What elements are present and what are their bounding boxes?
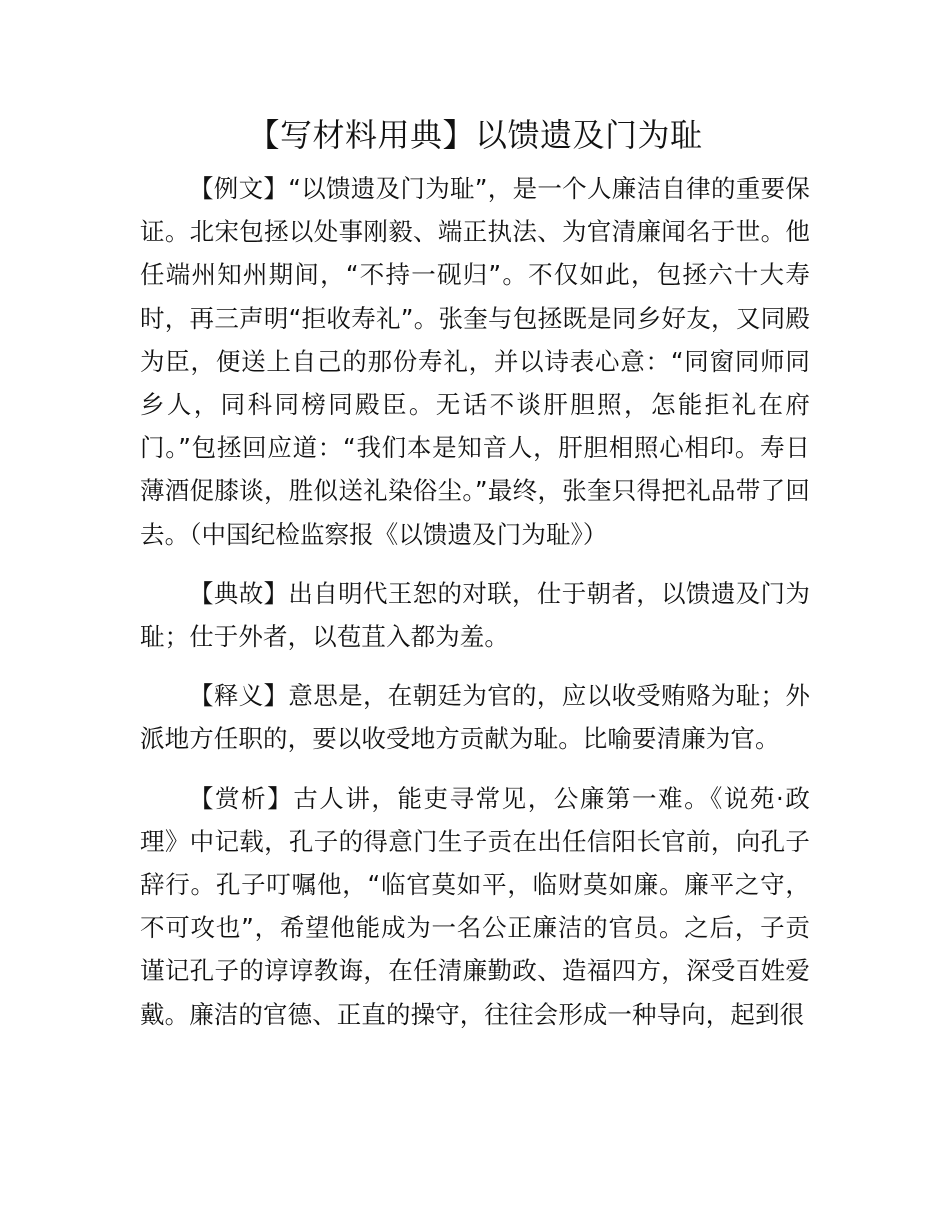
- paragraph-tag: 【释义】: [189, 681, 289, 711]
- paragraph-tag: 【例文】: [189, 174, 289, 203]
- paragraph-allusion: [140, 572, 810, 658]
- paragraph-tag: 【典故】: [189, 578, 289, 608]
- paragraph-example: [140, 167, 810, 556]
- paragraph-meaning: [140, 674, 810, 760]
- paragraph-text: 意思是，在朝廷为官的，应以收受贿赂为耻；外派地方任职的，要以收受地方贡献为耻。比喻要清廉为官。: [140, 681, 810, 754]
- paragraph-text: 古人讲，能吏寻常见，公廉第一难。《说苑·政理》中记载，孔子的得意门生子贡在出任信阳长官前，向孔子辞行。孔子叮嘱他，“临官莫如平，临财莫如廉。廉平之守，不可攻也”，希望他能成为一名公正廉洁的官员。之后，子贡谨记孔子的谆谆教诲，在任清廉勤政、造福四方，深受百姓爱戴。廉洁的官德、正直的操守，往往会形成一种导向，起到很: [140, 783, 810, 1029]
- paragraph-text: 出自明代王恕的对联，仕于朝者，以馈遗及门为耻；仕于外者，以苞苴入都为羞。: [140, 578, 810, 652]
- paragraph-text: “以馈遗及门为耻”，是一个人廉洁自律的重要保证。北宋包拯以处事刚毅、端正执法、为官清廉闻名于世。他任端州知州期间，“不持一砚归”。不仅如此，包拯六十大寿时，再三声明“拒收寿礼”。张奎与包拯既是同乡好友，又同殿为臣，便送上自己的那份寿礼，并以诗表心意：“同窗同师同乡人，同科同榜同殿臣。无话不谈肝胆照，怎能拒礼在府门。”包拯回应道：“我们本是知音人，肝胆相照心相印。寿日薄酒促膝谈，胜似送礼染俗尘。”最终，张奎只得把礼品带了回去。（中国纪检监察报《以馈遗及门为耻》）: [140, 174, 810, 549]
- document-body: [140, 167, 810, 1052]
- paragraph-appreciation: [140, 777, 810, 1036]
- paragraph-tag: 【赏析】: [189, 783, 294, 813]
- document-title: 【写材料用典】以馈遗及门为耻: [247, 116, 703, 154]
